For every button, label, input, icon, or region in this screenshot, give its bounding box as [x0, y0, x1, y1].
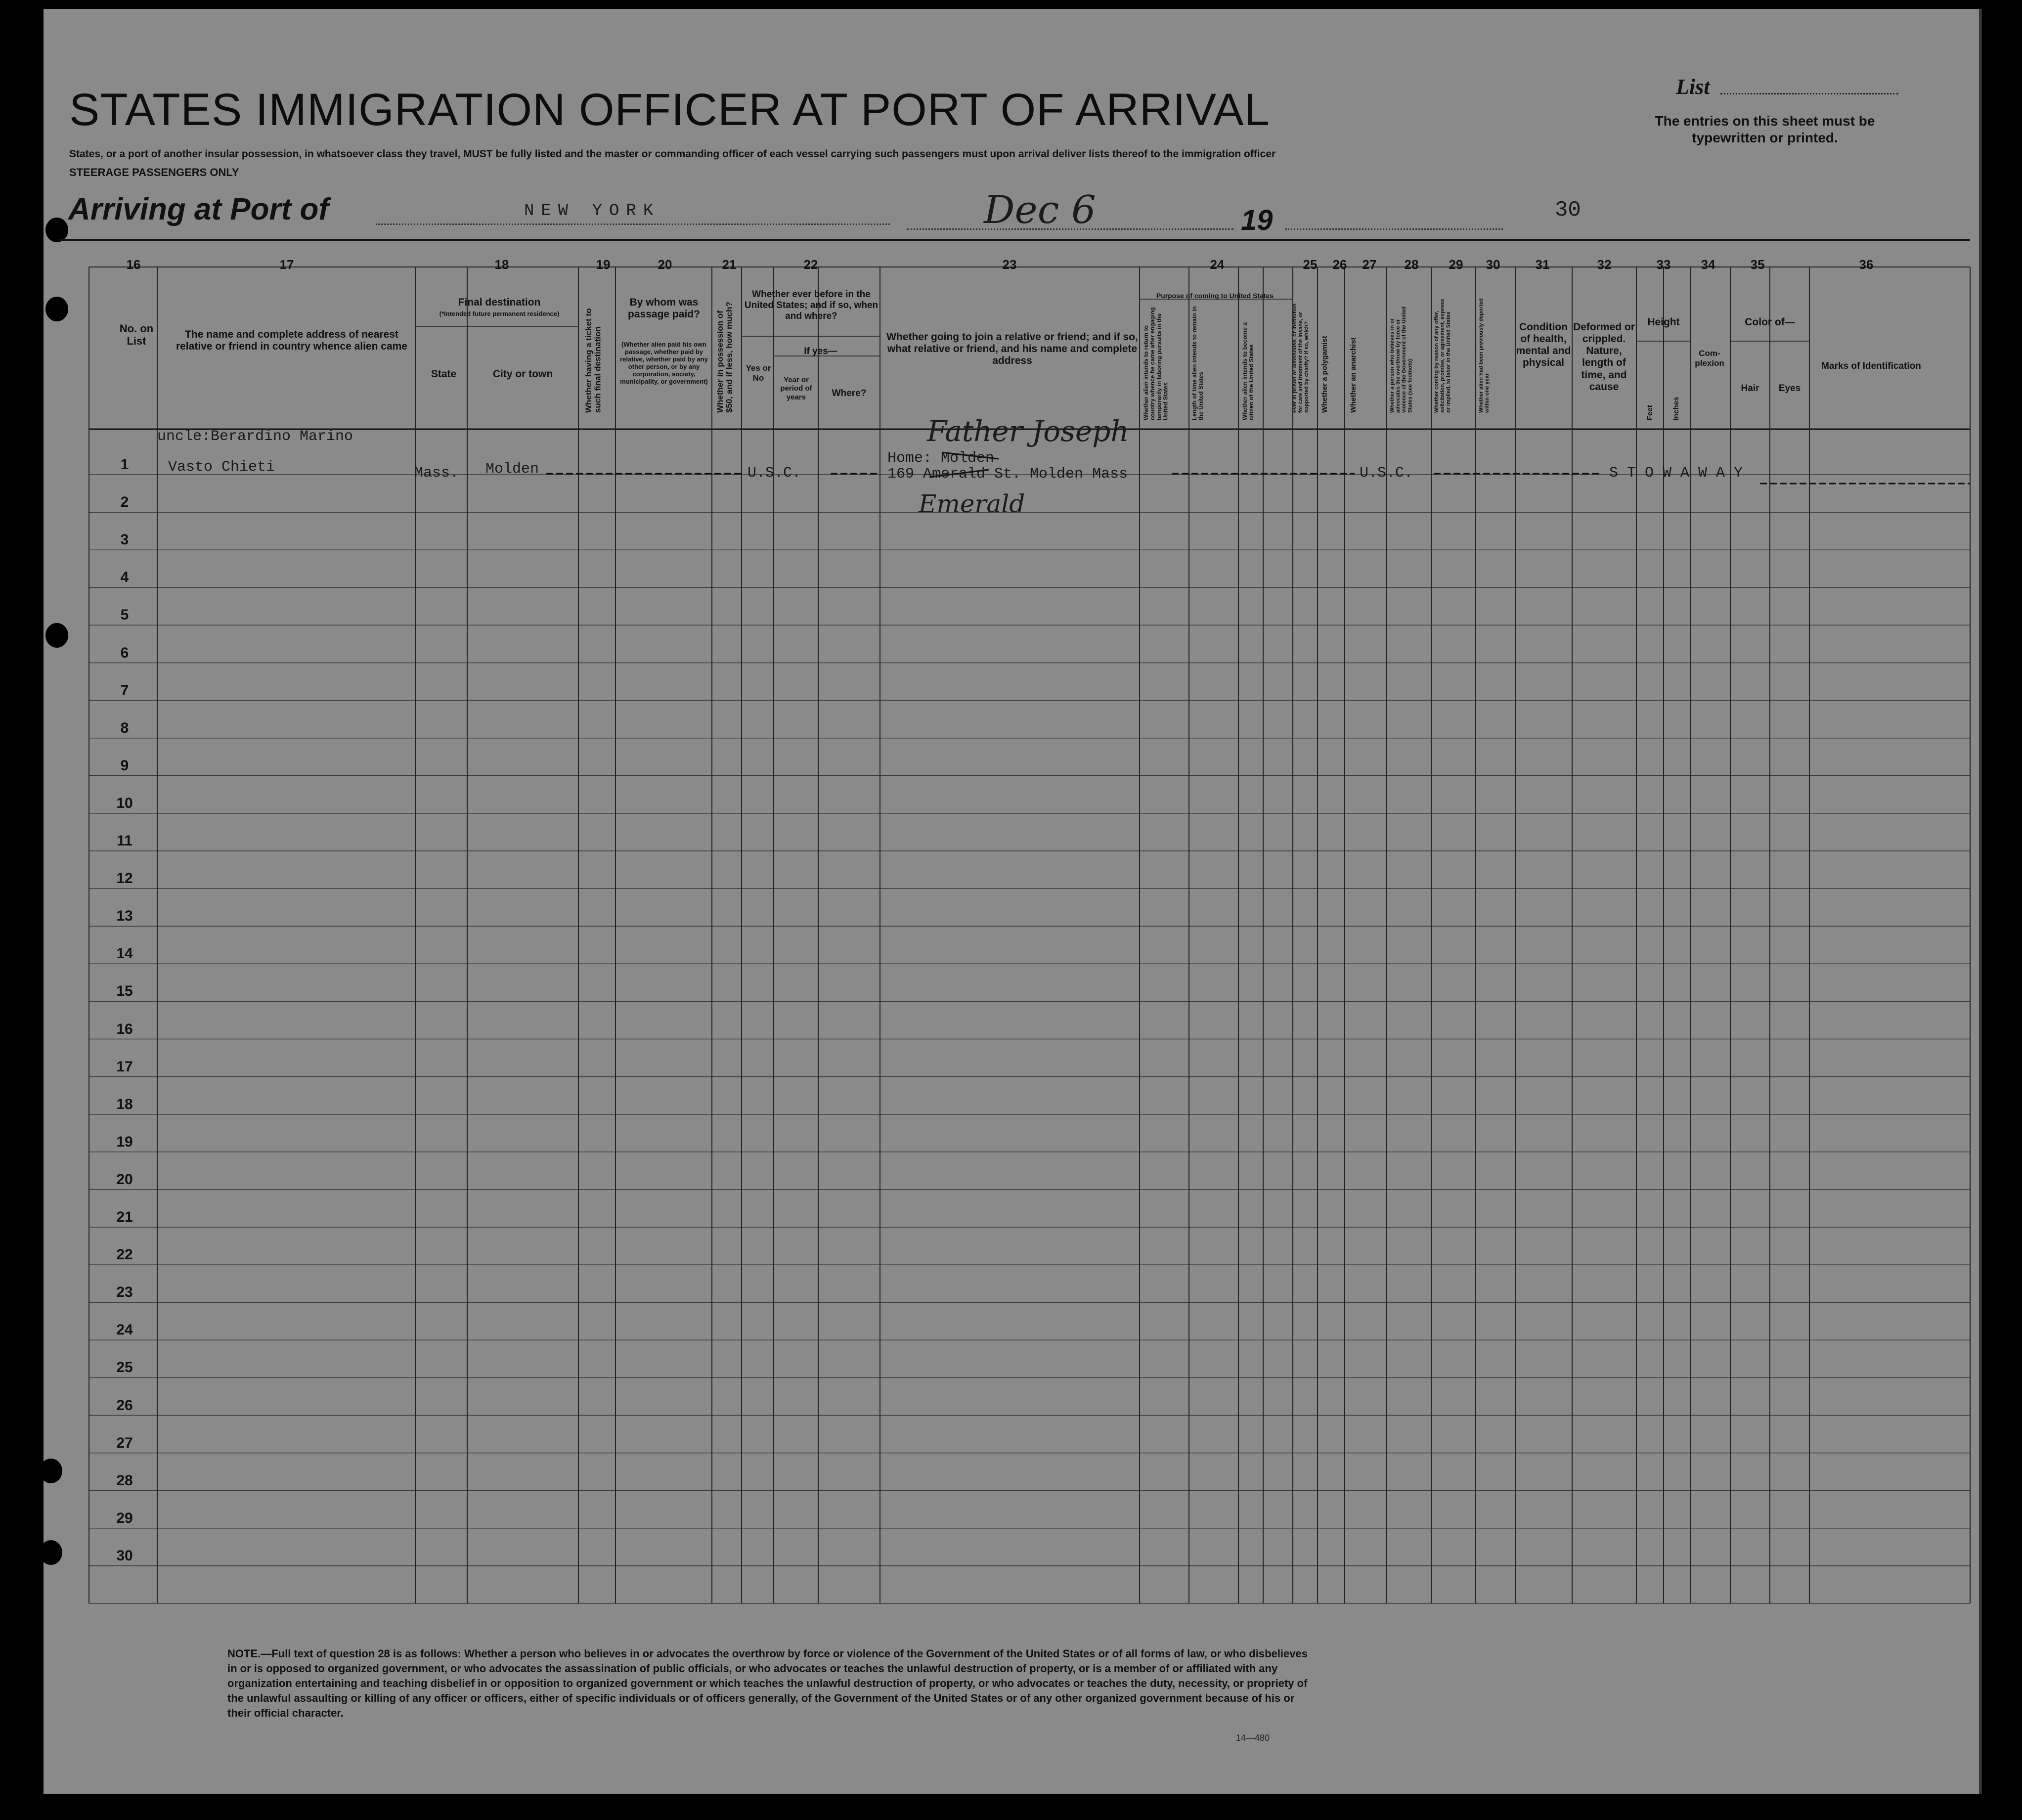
col-num-20: 20 [658, 257, 672, 272]
hdr-ticket: Whether having a ticket to such final destination [584, 308, 603, 413]
hdr-possession-50: Whether in possession of $50, and if less, how much? [715, 302, 734, 413]
row-number: 5 [120, 607, 129, 623]
col-num-32: 32 [1597, 257, 1612, 272]
year-suffix: 30 [1555, 198, 1581, 222]
hdr-q28: Whether a person who believes in or advocates the overthrow by force or violence of the Government of the United States (see footnote) [1389, 306, 1413, 413]
row-number: 21 [116, 1209, 133, 1225]
hdr-no-on-list: No. on List [119, 322, 154, 348]
list-label: List [1676, 75, 1710, 99]
hdr-purpose-a: Whether alien intends to return to country whence he came after engaging temporarily in laboring pursuits in the United States [1143, 307, 1169, 420]
hdr-prison: Ever in prison or almshouse, or institution for care and treatment of the insane, or supported by charity? If so, which? [1292, 303, 1310, 413]
row-number: 16 [116, 1021, 133, 1037]
row-number: 26 [116, 1397, 133, 1414]
hdr-final-destination: Final destination [458, 297, 541, 308]
entry-join-handwritten: Father Joseph [927, 414, 1129, 448]
col-num-30: 30 [1486, 257, 1500, 272]
hdr-hair: Hair [1741, 383, 1759, 394]
row-number: 17 [116, 1058, 133, 1075]
entry-marks: S T O W A W A Y [1609, 465, 1743, 482]
col-num-21: 21 [722, 257, 737, 272]
col-num-18: 18 [494, 257, 509, 272]
col-num-31: 31 [1535, 257, 1550, 272]
row-number: 13 [116, 908, 133, 925]
entry-join-correction: Emerald [919, 489, 1025, 518]
col-num-24: 24 [1210, 257, 1225, 272]
row-number: 23 [116, 1284, 133, 1301]
hdr-if-yes: If yes— [804, 346, 837, 356]
row-number: 3 [120, 532, 129, 548]
col-num-19: 19 [596, 257, 611, 272]
row-number: 12 [116, 870, 133, 887]
hdr-by-whom-paid-note: (Whether alien paid his own passage, whether paid by relative, whether paid by any other person, or by any corporation, society, municipality, or government) [620, 341, 708, 385]
col-num-33: 33 [1656, 257, 1671, 272]
hdr-city: City or town [492, 368, 553, 380]
port-name: NEW YORK [524, 202, 660, 221]
hdr-height: Height [1647, 316, 1680, 328]
row-number: 18 [116, 1096, 133, 1112]
row-number: 11 [117, 833, 132, 849]
entry-state: Mass. [414, 465, 459, 482]
row-number: 22 [116, 1246, 133, 1263]
col-num-16: 16 [126, 257, 141, 272]
hdr-state: State [431, 368, 457, 380]
hdr-marks: Marks of Identification [1821, 361, 1921, 371]
row-number: 24 [116, 1322, 133, 1338]
entry-citizen: U.S.C. [1360, 465, 1413, 482]
col-num-22: 22 [803, 257, 818, 272]
row-number: 25 [116, 1359, 133, 1376]
hdr-year-period: Year or period of years [780, 376, 812, 401]
hdr-purpose: Purpose of coming to United States [1156, 292, 1274, 300]
arriving-label: Arriving at Port of [68, 192, 329, 226]
footnote-question-28: NOTE.—Full text of question 28 is as follows: Whether a person who believes in or advocates the overthrow by force or violence of the Government of the United States or of all forms of law, or who disbelieves in or is opposed to organized government, or who advocates the assassination of public officials, or who advocates or teaches the unlawful destruction of property, or is a member of or affiliated with any organization entertaining and teaching disbelief in or opposition to organized government or which teaches the unlawful destruction of property, or who advocates or teaches the duty, necessity, or propriety of the unlawful assaulting or killing of any officer or officers, either of specific individuals or of officers generally, of the Government of the United States or of any other organized government because of his or their official character. [227, 1647, 1308, 1719]
hdr-deformed: Deformed or crippled. Nature, length of time, and cause [1573, 321, 1635, 393]
subtitle-instructions: States, or a port of another insular possession, in whatsoever class they travel, MUST be fully listed and the master or commanding officer of each vessel carrying such passengers must upon arrival deliver lists thereof to the immigration officer [69, 148, 1276, 160]
row-number: 2 [120, 494, 129, 511]
hdr-polygamist: Whether a polygamist [1320, 336, 1329, 413]
hdr-purpose-b: Length of time alien intends to remain in the United States [1191, 306, 1205, 420]
row-number: 20 [116, 1171, 133, 1188]
row-number: 19 [116, 1133, 133, 1150]
page-title: STATES IMMIGRATION OFFICER AT PORT OF ARRIVAL [69, 85, 1270, 135]
hdr-yes-no: Yes or No [746, 363, 771, 383]
hdr-health: Condition of health, mental and physical [1516, 321, 1571, 369]
hdr-inches: Inches [1672, 397, 1680, 420]
hdr-feet: Feet [1646, 405, 1654, 420]
col-num-28: 28 [1404, 257, 1419, 272]
hdr-relative-address: The name and complete address of nearest relative or friend in country whence alien came [176, 329, 407, 353]
typewritten-note: The entries on this sheet must be typewritten or printed. [1655, 113, 1875, 145]
entry-relative-line2: Vasto Chieti [168, 459, 275, 476]
hdr-purpose-c: Whether alien intends to become a citizen of the United States [1241, 322, 1255, 420]
col-num-29: 29 [1449, 257, 1463, 272]
hdr-where: Where? [832, 388, 867, 399]
row-number: 30 [116, 1547, 133, 1564]
row-number: 29 [116, 1509, 133, 1526]
col-num-25: 25 [1303, 257, 1318, 272]
entry-join-line1: Home: Molden [887, 450, 995, 467]
col-num-27: 27 [1362, 257, 1377, 272]
entry-relative-line1: uncle:Berardino Marino [157, 428, 353, 445]
hdr-q29: Whether coming by reason of any offer, solicitation, promise, or agreement, express or implied, to labor in the United States [1434, 299, 1452, 413]
hdr-by-whom-paid: By whom was passage paid? [628, 297, 700, 320]
col-num-26: 26 [1332, 257, 1347, 272]
col-num-23: 23 [1002, 257, 1017, 272]
hdr-anarchist: Whether an anarchist [1349, 337, 1358, 413]
date-handwritten: Dec 6 [984, 188, 1096, 232]
col-num-17: 17 [279, 257, 294, 272]
col-num-34: 34 [1701, 257, 1715, 272]
col-num-35: 35 [1750, 257, 1765, 272]
row-number: 4 [120, 569, 129, 586]
row-number: 9 [120, 757, 129, 774]
row-number: 6 [120, 644, 129, 661]
hdr-join-relative: Whether going to join a relative or friend; and if so, what relative or friend, and his name and complete address [886, 331, 1138, 367]
row-number: 15 [116, 983, 133, 1000]
row-number: 28 [116, 1472, 133, 1489]
row-number: 7 [120, 682, 129, 699]
form-number: 14—480 [1236, 1733, 1270, 1743]
hdr-q30: Whether alien had been previously deported within one year [1478, 298, 1491, 413]
hdr-final-destination-note: (*Intended future permanent residence) [439, 310, 560, 317]
hdr-ever-before: Whether ever before in the United States; and if so, when and where? [744, 289, 879, 321]
entry-ever-before: U.S.C. [747, 465, 801, 482]
row-number: 27 [116, 1434, 133, 1451]
hdr-color-of: Color of— [1745, 316, 1795, 328]
hdr-complexion: Com- plexion [1695, 349, 1724, 368]
row-number: 14 [116, 945, 133, 962]
col-num-36: 36 [1859, 257, 1874, 272]
hdr-eyes: Eyes [1778, 383, 1801, 394]
subtitle-steerage: STEERAGE PASSENGERS ONLY [69, 166, 239, 178]
entry-join-line2: 169 Amerald St. Molden Mass [887, 466, 1128, 483]
row-number: 10 [116, 795, 133, 811]
entry-city: Molden [485, 461, 539, 478]
row-number: 1 [120, 456, 129, 473]
row-number: 8 [120, 719, 129, 736]
year-prefix: 19 [1241, 204, 1273, 236]
